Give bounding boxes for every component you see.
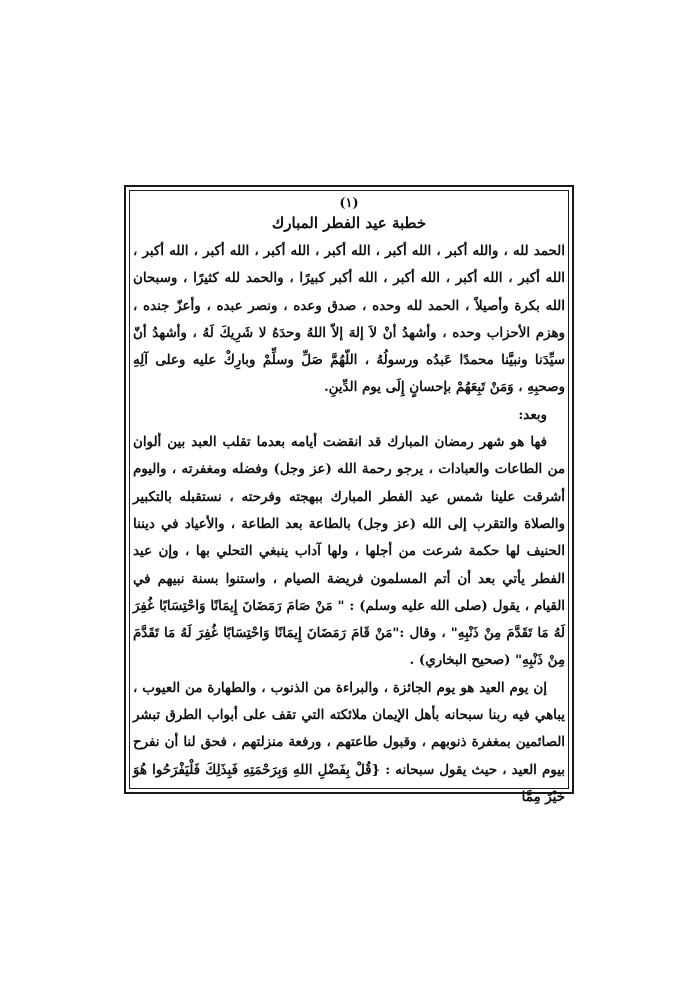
sermon-body bbox=[133, 196, 565, 811]
transition-line: وبعد: bbox=[518, 406, 547, 423]
opening-paragraph: الحمد لله ، والله أكبر ، الله أكبر ، الله أكبر ، الله أكبر ، الله أكبر ، الله أكبر ، الله أكبر ، الله أكبر ، الله أكبر ، الله أكبر كبيرًا ، والحمد لله كثيرًا ، وسبحان الله بكرة وأصيلاً ، الحمد لله وحده ، صدق وعده ، ونصر عبده ، وأعزّ جنده ، وهزم الأحزاب وحده ، وأشهدُ أنْ لاَ إلهَ إلاّ اللهُ وحدَهُ لا شَرِيكَ لَهُ ، وأشهدُ أنّ سيِّدَنا ونبيَّنا محمدًا عَبدُه ورسولُهُ ، اللّهُمَّ صَلِّ وسلِّمْ وبارِكْ عليه وعلى آلِهِ وصحبِهِ ، وَمَنْ تَبِعَهُمْ بإحسانٍ إِلَى يوم الدِّينِ. bbox=[133, 243, 565, 396]
sermon-title: خطبة عيد الفطر المبارك bbox=[271, 214, 427, 232]
sermon-number: (١) bbox=[339, 196, 359, 211]
eid-day-paragraph: إن يوم العيد هو يوم الجائزة ، والبراءة من الذنوب ، والطهارة من العيوب ، يباهي فيه ربنا سبحانه بأهل الإيمان ملائكته التي تقف على أبواب الطرق تبشر الصائمين بمغفرة ذنوبهم ، وقبول طاعتهم ، ورفعة منزلتهم ، فحق لنا أن نفرح بيوم العيد ، حيث يقول سبحانه : {قُلْ بِفَضْلِ اللهِ وَبِرَحْمَتِهِ فَبِذَلِكَ فَلْيَفْرَحُوا هُوَ خَيْرٌ مِمَّا bbox=[133, 679, 565, 805]
ramadan-paragraph: فها هو شهر رمضان المبارك قد انقضت أيامه بعدما تقلب العبد بين ألوان من الطاعات والعبادات ، يرجو رحمة الله (عز وجل) وفضله ومغفرته ، واليوم أشرقت علينا شمس عيد الفطر المبارك ببهجته وفرحته ، نستقبله بالتكبير والصلاة والتقرب إلى الله (عز وجل) بالطاعة بعد الطاعة ، والأعياد في ديننا الحنيف لها حكمة شرعت من أجلها ، ولها آداب ينبغي التحلي بها ، وإن عيد الفطر يأتي بعد أن أتم المسلمون فريضة الصيام ، واستنوا بسنة نبيهم في القيام ، يقول (صلى الله عليه وسلم) : " مَنْ صَامَ رَمَضَانَ إِيمَانًا وَاحْتِسَابًا غُفِرَ لَهُ مَا تَقَدَّمَ مِنْ ذَنْبِهِ" ، وقال :"مَنْ قَامَ رَمَضَانَ إِيمَانًا وَاحْتِسَابًا غُفِرَ لَهُ مَا تَقَدَّمَ مِنْ ذَنْبِهِ" (صحيح البخاري) . bbox=[133, 434, 565, 669]
